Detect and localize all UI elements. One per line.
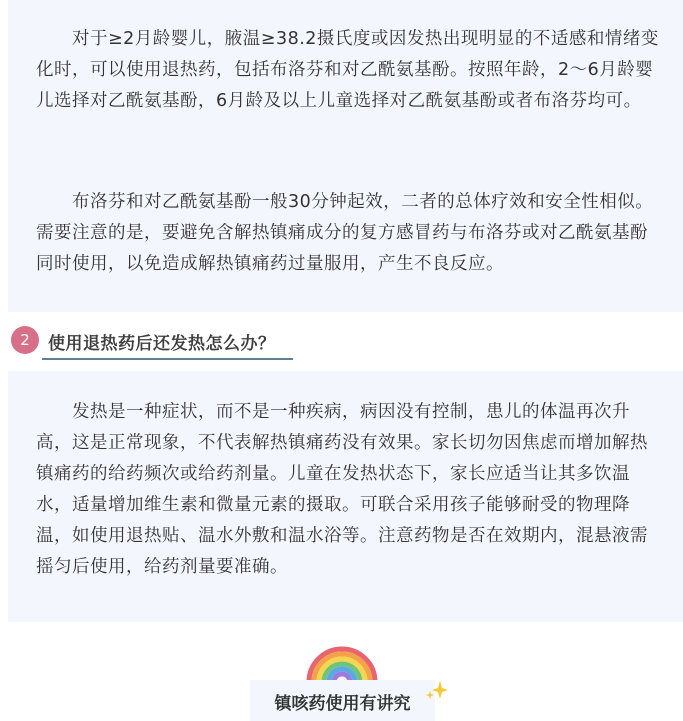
- section-heading-2: [8, 322, 308, 362]
- rainbow-icon: [305, 638, 379, 684]
- footer-title-card: [250, 680, 435, 721]
- text-panel-1: [8, 0, 683, 312]
- sparkle-icon: [425, 680, 449, 702]
- section-title: 使用退热药后还发热怎么办？: [48, 334, 276, 354]
- paragraph-persistent-fever: 发热是一种症状，而不是一种疾病，病因没有控制，患儿的体温再次升高，这是正常现象，不代表解热镇痛药没有效果。家长切勿因焦虑而增加解热镇痛药的给药频次或给药剂量。儿童在发热状态下，家长应适当让其多饮温水，适量增加维生素和微量元素的摄取。可联合采用孩子能够耐受的物理降温，如使用退热贴、温水外敷和温水浴等。注意药物是否在效期内，混悬液需摇匀后使用，给药剂量要准确。: [36, 402, 648, 577]
- text-panel-2: [8, 371, 683, 622]
- paragraph-onset-and-safety: 布洛芬和对乙酰氨基酚一般30分钟起效，二者的总体疗效和安全性相似。需要注意的是，要避免含解热镇痛成分的复方感冒药与布洛芬或对乙酰氨基酚同时使用，以免造成解热镇痛药过量服用，产生不良反应。: [36, 192, 654, 274]
- paragraph-antipyretic-usage: 对于≥2月龄婴儿，腋温≥38.2摄氏度或因发热出现明显的不适感和情绪变化时，可以使用退热药，包括布洛芬和对乙酰氨基酚。按照年龄，2～6月龄婴儿选择对乙酰氨基酚，6月龄及以上儿童选择对乙酰氨基酚或者布洛芬均可。: [36, 29, 659, 111]
- section-number-badge: 2: [11, 326, 39, 354]
- section-title-underline: [42, 358, 293, 360]
- footer-title: 镇咳药使用有讲究: [274, 694, 411, 714]
